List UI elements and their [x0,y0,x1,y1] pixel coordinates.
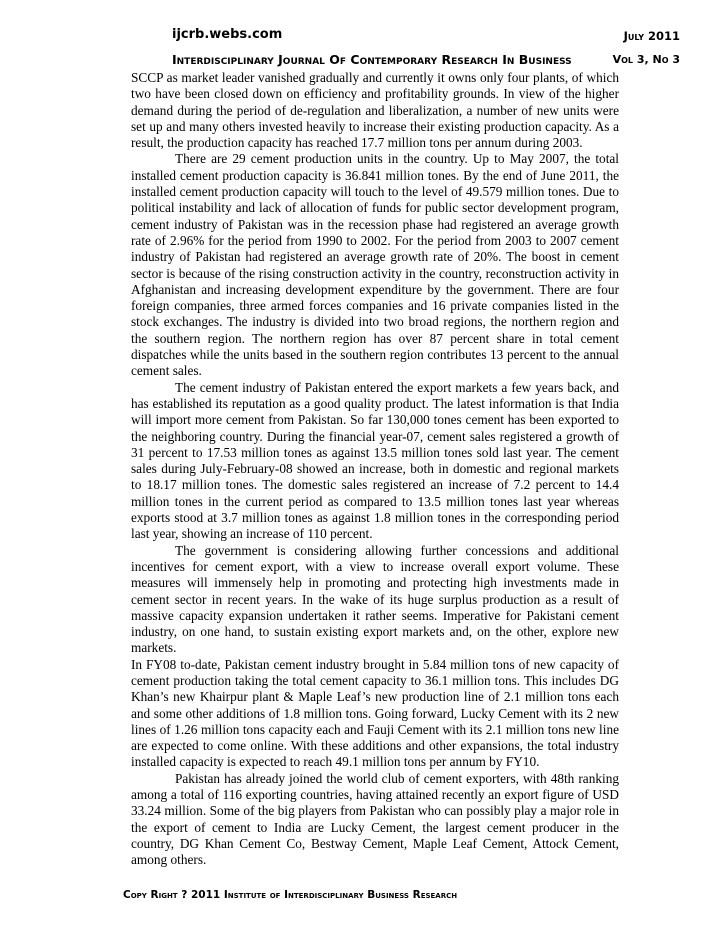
paragraph: The cement industry of Pakistan entered the export markets a few years back, and has established its reputation as a good quality product. The latest information is that India will import more cement from Pakistan. So far 130,000 tones cement has been exported to the neighboring country. During the financial year-07, cement sales registered a growth of 31 percent to 17.53 million tones as against 13.5 million tones sold last year. The cement sales during July-February-08 showed an increase, both in domestic and regional markets to 18.17 million tones. The domestic sales registered an increase of 7.2 percent to 14.4 million tones in the current period as compared to 13.5 million tones last year whereas exports stood at 3.7 million tones as against 1.8 million tones in the corresponding period last year, showing an increase of 110 percent. [131,379,619,542]
paragraph: There are 29 cement production units in the country. Up to May 2007, the total installed cement production capacity is 36.841 million tones. By the end of June 2011, the installed cement production capacity will touch to the level of 49.579 million tones. Due to political instability and lack of allocation of funds for public sector development program, cement industry of Pakistan was in the recession phase had registered an average growth rate of 2.96% for the period from 1990 to 2002. For the period from 2003 to 2007 cement industry of Pakistan had registered an average growth rate of 20%. The boost in cement sector is because of the rising construction activity in the country, reconstruction activity in Afghanistan and increasing development expenditure by the government. There are four foreign companies, three armed forces companies and 16 private companies listed in the stock exchanges. The industry is divided into two broad regions, the northern region and the southern region. The northern region has over 87 percent share in total cement dispatches while the units based in the southern region contributes 13 percent to the annual cement sales. [131,151,619,379]
paragraph: SCCP as market leader vanished gradually and currently it owns only four plants, of which two have been closed down on efficiency and profitability grounds. In view of the higher demand during the period of de-regulation and liberalization, a number of new units were set up and many others invested heavily to increase their existing production capacity. As a result, the production capacity has reached 17.7 million tons per annum during 2003. [131,70,619,151]
journal-title: Interdisciplinary Journal Of Contemporary Research In Business [172,52,572,67]
paragraph: Pakistan has already joined the world club of cement exporters, with 48th ranking among a total of 116 exporting countries, having attained recently an export figure of USD 33.24 million. Some of the big players from Pakistan who can possibly play a major role in the export of cement to India are Lucky Cement, the largest cement producer in the country, DG Khan Cement Co, Bestway Cement, Maple Leaf Cement, Attock Cement, among others. [131,770,619,868]
paragraph: The government is considering allowing further concessions and additional incentives for cement export, with a view to increase overall export volume. These measures will immensely help in promoting and protecting high investments made in cement sector in recent years. In the wake of its huge surplus production as a result of massive capacity expansion undertaken it rather seems. Imperative for Pakistani cement industry, on one hand, to sustain existing export markets and, on the other, explore new markets. [131,542,619,656]
issue-date: July 2011 [623,29,680,43]
copyright-footer: Copy Right ? 2011 Institute of Interdisciplinary Business Research [123,889,458,901]
site-url: ijcrb.webs.com [172,27,283,42]
volume-number: Vol 3, No 3 [612,53,680,66]
paragraph: In FY08 to-date, Pakistan cement industry brought in 5.84 million tons of new capacity of cement production taking the total cement capacity to 36.1 million tons. This includes DG Khan’s new Khairpur plant & Maple Leaf’s new production line of 2.1 million tons each and some other additions of 1.8 million tons. Going forward, Lucky Cement with its 2 new lines of 1.26 million tons capacity each and Fauji Cement with its 2.1 million tons new line are expected to come online. With these additions and other expansions, the total industry installed capacity is expected to reach 49.1 million tons per annum by FY10. [131,656,619,770]
article-body [131,70,619,869]
